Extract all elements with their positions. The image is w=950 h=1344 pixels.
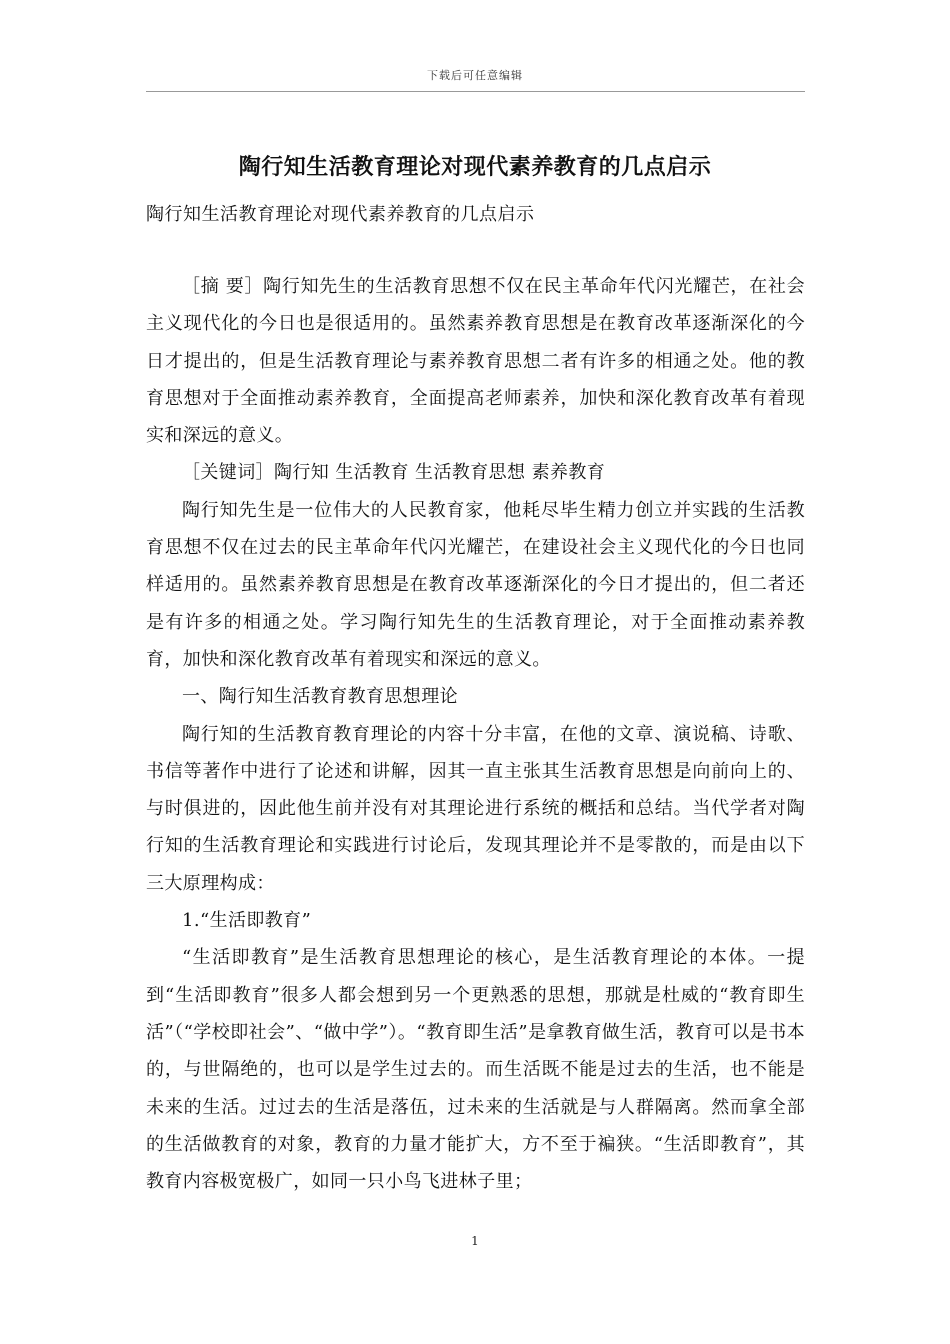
- keywords-paragraph: ［关键词］陶行知 生活教育 生活教育思想 素养教育: [182, 462, 606, 484]
- subsection-heading: 1.“生活即教育”: [182, 910, 312, 932]
- intro-paragraph: 陶行知先生是一位伟大的人民教育家，他耗尽毕生精力创立并实践的生活教育思想不仅在过去的民主革命年代闪光耀芒，在建设社会主义现代化的今日也同样适用的。虽然素养教育思想是在教育改革逐渐深化的今日才提出的，但二者还是有许多的相通之处。学习陶行知先生的生活教育理论，对于全面推动素养教育，加快和深化教育改革有着现实和深远的意义。: [146, 499, 805, 670]
- document-title: 陶行知生活教育理论对现代素养教育的几点启示: [238, 154, 712, 180]
- abstract-paragraph: ［摘 要］陶行知先生的生活教育思想不仅在民主革命年代闪光耀芒，在社会主义现代化的今日也是很适用的。虽然素养教育思想是在教育改革逐渐深化的今日才提出的，但是生活教育理论与素养教育思想二者有许多的相通之处。他的教育思想对于全面推动素养教育，全面提高老师素养，加快和深化教育改革有着现实和深远的意义。: [146, 276, 805, 447]
- body-paragraph: 陶行知的生活教育教育理论的内容十分丰富，在他的文章、演说稿、诗歌、书信等著作中进行了论述和讲解，因其一直主张其生活教育思想是向前向上的、与时俱进的，因此他生前并没有对其理论进行系统的概括和总结。当代学者对陶行知的生活教育理论和实践进行讨论后，发现其理论并不是零散的，而是由以下三大原理构成：: [146, 723, 805, 894]
- document-body: [146, 268, 805, 1200]
- document-subtitle: 陶行知生活教育理论对现代素养教育的几点启示: [146, 204, 535, 225]
- header-divider: [146, 91, 805, 92]
- header-note: 下载后可任意编辑: [427, 69, 523, 82]
- section-heading: 一、陶行知生活教育教育思想理论: [182, 686, 458, 708]
- page-number: 1: [471, 1234, 479, 1248]
- body-paragraph: “生活即教育”是生活教育思想理论的核心，是生活教育理论的本体。一提到“生活即教育”很多人都会想到另一个更熟悉的思想，那就是杜威的“教育即生活”（“学校即社会”、“做中学”）。“教育即生活”是拿教育做生活，教育可以是书本的，与世隔绝的，也可以是学生过去的。而生活既不能是过去的生活，也不能是未来的生活。过过去的生活是落伍，过未来的生活就是与人群隔离。然而拿全部的生活做教育的对象，教育的力量才能扩大，方不至于褊狭。“生活即教育”，其教育内容极宽极广，如同一只小鸟飞进林子里；: [146, 947, 805, 1193]
